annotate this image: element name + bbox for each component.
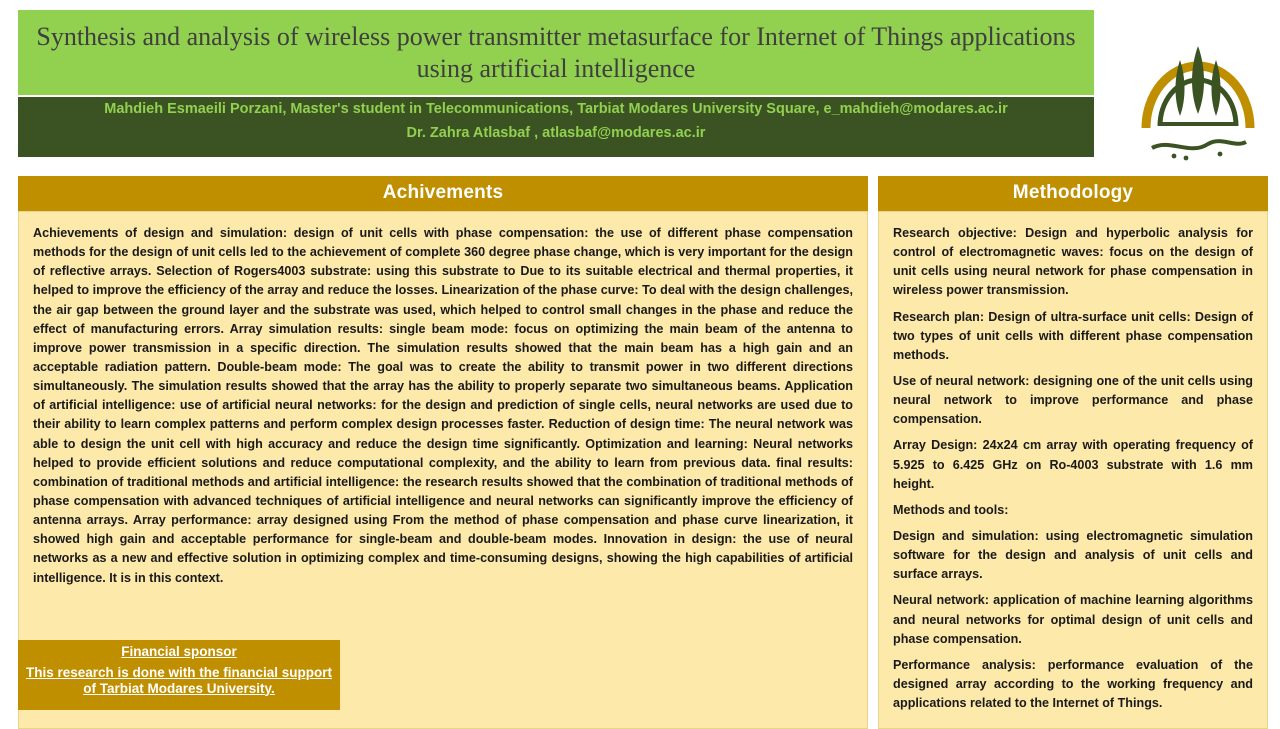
achievements-heading: Achivements [18,176,868,211]
methodology-paragraph: Array Design: 24x24 cm array with operating frequency of 5.925 to 6.425 GHz on Ro-4003 substrate with 1.6 mm height. [893,438,1253,491]
university-logo [1128,10,1268,162]
author-line-primary: Mahdieh Esmaeili Porzani, Master's student in Telecommunications, Tarbiat Modares University Square, e_mahdieh@modares.ac.ir [104,101,1008,117]
authors-band [18,97,1094,157]
sponsor-text: This research is done with the financial support of Tarbiat Modares University. [25,665,333,696]
methodology-paragraph: Design and simulation: using electromagnetic simulation software for the design and analysis of unit cells and surface arrays. [893,528,1253,582]
poster-header [18,10,1120,162]
methodology-body [878,211,1268,729]
author-line-secondary: Dr. Zahra Atlasbaf , atlasbaf@modares.ac.ir [406,124,706,141]
title-band [18,10,1094,95]
methodology-column [878,176,1268,729]
methodology-paragraph: Neural network: application of machine learning algorithms and neural networks for optimal design of unit cells and phase compensation. [893,593,1253,646]
page-title: Synthesis and analysis of wireless power transmitter metasurface for Internet of Things applications using artificial intelligence [36,22,1076,83]
methodology-paragraph: Methods and tools: [893,502,1009,517]
achievements-text: Achievements of design and simulation: design of unit cells with phase compensation: the use of different phase compensation methods for the design of unit cells led to the achievement of complete 360 degree phase change, which is very important for the design of reflective arrays. Selection of Rogers4003 substrate: using this substrate to Due to its suitable electrical and thermal properties, it helped to improve the efficiency of the array and reduce the losses. Linearization of the phase curve: To deal with the design challenges, the air gap between the ground layer and the substrate was used, which helped to control small changes in the phase and reduce the effect of manufacturing errors. Array simulation results: single beam mode: focus on optimizing the main beam of the antenna to improve power transmission in a specific direction. The simulation results showed that the main beam has a high gain and an acceptable radiation pattern. Double-beam mode: The goal was to create the ability to transmit power in two different directions simultaneously. The simulation results showed that the array has the ability to properly separate two simultaneous beams. Application of artificial intelligence: use of artificial neural networks: for the design and prediction of single cells, neural networks are used due to their ability to learn complex patterns and perform complex design processes faster. Reduction of design time: The neural network was able to design the unit cell with high accuracy and reduce the design time significantly. Optimization and learning: Neural networks helped to provide efficient solutions and reduce computational complexity, and the ability to learn from previous data. final results: combination of traditional methods and artificial intelligence: the research results showed that the combination of traditional methods of phase compensation with advanced techniques of artificial intelligence and neural networks can significantly improve the efficiency of antenna arrays. Array performance: array designed using From the method of phase compensation and phase curve linearization, it showed high gain and acceptable performance for single-beam and double-beam modes. Innovation in design: the use of neural networks as a new and effective solution in optimizing complex and time-consuming designs, showing the high capabilities of artificial intelligence. It is in this context. [33,226,853,585]
methodology-paragraph: Performance analysis: performance evaluation of the designed array according to the working frequency and applications related to the Internet of Things. [893,657,1253,711]
methodology-paragraph: Use of neural network: designing one of the unit cells using neural network to improve performance and phase compensation. [893,373,1253,427]
sponsor-title: Financial sponsor [121,644,237,659]
methodology-heading: Methodology [878,176,1268,211]
methodology-paragraph: Research objective: Design and hyperbolic analysis for control of electromagnetic waves: focus on the design of unit cells using neural network for phase compensation in wireless power transmission. [893,226,1253,298]
financial-sponsor-box [18,640,340,710]
methodology-paragraph: Research plan: Design of ultra-surface unit cells: Design of two types of unit cells with different phase compensation methods. [893,309,1253,362]
